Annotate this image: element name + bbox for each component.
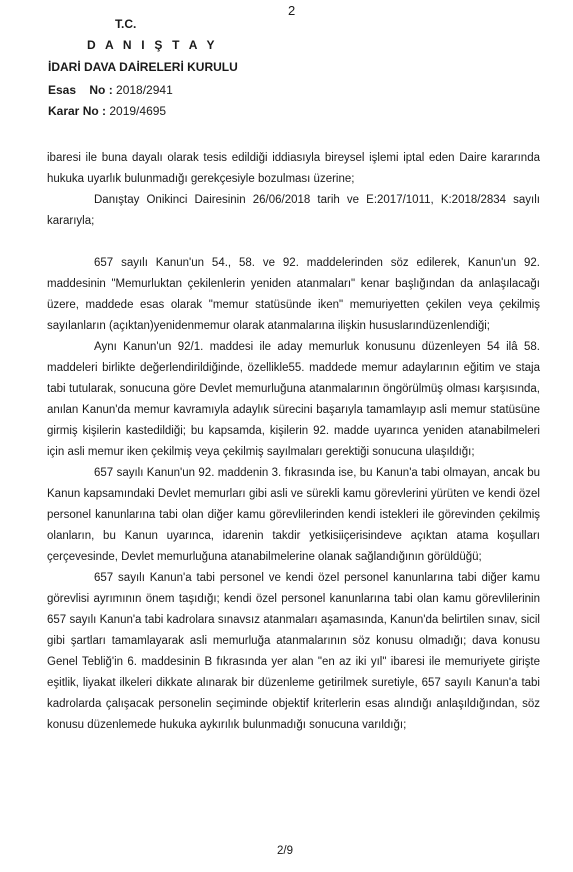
karar-number [48, 104, 166, 118]
page-footer-number: 2/9 [277, 845, 293, 857]
esas-value: 2018/2941 [116, 83, 173, 97]
paragraph-3: 657 sayılı Kanun'un 54., 58. ve 92. maddelerinden söz edilerek, Kanun'un 92. maddesinin "Memurluktan çekilenlerin yeniden atanmaları" kenar başlığından da anlaşılacağı üzere, maddede esas olarak "memur statüsünde iken" memuriyetten çekilen veya çekilmiş sayılanların (açıktan)yenidenmemur olarak atanmalarına ilişkin hususlarındüzenlendiği; [47, 257, 540, 332]
esas-number [48, 83, 173, 97]
paragraph-4: Aynı Kanun'un 92/1. maddesi ile aday memurluk konusunu düzenleyen 54 ilâ 58. maddeleri birlikte değerlendirildiğinde, özellikle55. maddede memur adaylarının eğitim ve staja tabi tutularak, sonucuna göre Devlet memurluğuna atanmalarının öngörülmüş olması karşısında, anılan Kanun'da memur kavramıyla adaylık sürecini başarıyla tamamlayıp asli memur statüsüne girmiş kişilerin kastedildiği; bu kapsamda, kişilerin 92. madde uyarınca yeniden atanabilmeleri için asli memur iken çekilmiş veya çekilmiş sayılmaları gerektiği sonucuna ulaşıldığı; [47, 341, 540, 458]
page-number-top: 2 [288, 3, 296, 18]
esas-label: Esas No : [48, 83, 113, 97]
karar-label: Karar No : [48, 104, 107, 118]
document-body [47, 148, 540, 736]
paragraph-5: 657 sayılı Kanun'un 92. maddenin 3. fıkrasında ise, bu Kanun'a tabi olmayan, ancak bu Kanun kapsamındaki Devlet memurları gibi asli ve sürekli kamu görevlerini yürüten ve kendi özel personel kanunlarına tabi olan diğer kamu görevlilerinden kendi istekleri ile görevinden çekilmiş olanların, bu Kanun uyarınca, idarenin takdir yetkisiiçerisindeve açıktan atama koşulları çerçevesinde, Devlet memurluğuna atanabilmelerine olanak sağlandığının görüldüğü; [47, 467, 540, 563]
karar-value: 2019/4695 [109, 104, 167, 118]
paragraph-1: ibaresi ile buna dayalı olarak tesis edildiği iddiasıyla bireysel işlemi iptal eden Daire kararında hukuka uyarlık bulunmadığı gerekçesiyle bozulması üzerine; [47, 152, 540, 185]
paragraph-6: 657 sayılı Kanun'a tabi personel ve kendi özel personel kanunlarına tabi diğer kamu görevlisi ayrımının önem taşıdığı; kendi özel personel kanunlarına tabi olan kamu görevlilerinin 657 sayılı Kanun'a tabi kadrolara sınavsız atanmaları aşamasında, Kanun'da belirtilen sınav, sicil gibi şartları tamamlayarak asli memurluğa atanmalarının söz konusu olmadığı; dava konusu Genel Tebliğ'in 6. maddesinin B fıkrasında yer alan "en az iki yıl" ibaresi ile memuriyete girişte eşitlik, liyakat ilkeleri dikkate alınarak bir düzenleme getirilmek suretiyle, 657 sayılı Kanun'a tabi kadrolarda çalışacak personelin seçiminde objektif kriterlerin esas alındığı anlaşıldığından, söz konusu düzenlemede hukuka aykırılık bulunmadığı sonucuna varıldığı; [47, 572, 540, 731]
paragraph-2: Danıştay Onikinci Dairesinin 26/06/2018 tarih ve E:2017/1011, K:2018/2834 sayılı kararıyla; [47, 194, 540, 227]
header-tc: T.C. [115, 17, 137, 31]
header-board-name: İDARİ DAVA DAİRELERİ KURULU [48, 60, 238, 74]
header-court-name: D A N I Ş T A Y [87, 38, 218, 52]
